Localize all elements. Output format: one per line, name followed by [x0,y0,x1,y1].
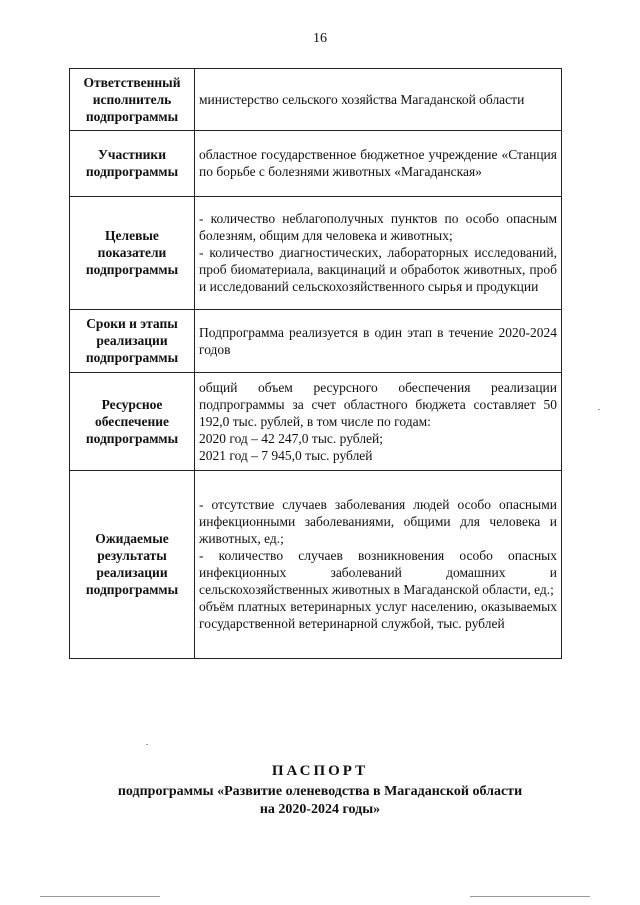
passport-subtitle [0,783,640,819]
table-row [70,373,562,471]
row-label-participants: Участники подпрограммы [70,131,195,197]
value-line: - количество диагностических, лабораторных исследований, проб биоматериала, вакцинаций и обработок животных, проб и исследований сельскохозяйственного сырья и продукции [199,245,557,294]
subprogram-passport-table [69,68,562,659]
scan-speck [146,744,148,745]
row-label-target-indicators: Целевые показатели подпрограммы [70,197,195,310]
scan-speck [470,896,590,897]
table-row [70,69,562,131]
row-value-terms-and-stages [195,310,562,373]
value-line: 2020 год – 42 247,0 тыс. рублей; [199,430,384,446]
row-label-responsible-executor: Ответственный исполнитель подпрограммы [70,69,195,131]
passport-subtitle-line: на 2020-2024 годы» [259,802,381,817]
passport-subtitle-line: подпрограммы «Развитие оленеводства в Магаданской области [117,784,523,799]
value-line: - количество неблагополучных пунктов по особо опасным болезням, общим для человека и животных; [199,211,557,243]
value-line: - отсутствие случаев заболевания людей особо опасными инфекционными заболеваниями, общими для человека и животных, ед.; [199,497,557,546]
value-line: объём платных ветеринарных услуг населению, оказываемых государственной ветеринарной службой, тыс. рублей [199,599,557,631]
value-line: министерство сельского хозяйства Магаданской области [199,91,525,107]
value-line: 2021 год – 7 945,0 тыс. рублей [199,447,373,463]
passport-heading: ПАСПОРТ [271,763,369,779]
table-row [70,131,562,197]
table-row [70,310,562,373]
value-line: - количество случаев возникновения особо опасных инфекционных заболеваний домашних и сельскохозяйственных животных в Магаданской области, ед.; [199,548,557,597]
value-line: областное государственное бюджетное учреждение «Станция по борьбе с болезнями животных «Магаданская» [199,147,557,179]
row-value-participants [195,131,562,197]
row-label-expected-results: Ожидаемые результаты реализации подпрограммы [70,471,195,659]
row-value-target-indicators [195,197,562,310]
table-row [70,471,562,659]
page-number: 16 [313,31,327,46]
row-value-resource-provision [195,373,562,471]
scan-speck [40,896,160,897]
row-label-terms-and-stages: Сроки и этапы реализации подпрограммы [70,310,195,373]
row-value-expected-results [195,471,562,659]
scan-speck [598,409,600,410]
table-row [70,197,562,310]
row-value-responsible-executor [195,69,562,131]
value-line: общий объем ресурсного обеспечения реализации подпрограммы за счет областного бюджета составляет 50 192,0 тыс. рублей, в том числе по годам: [199,379,557,429]
value-line: Подпрограмма реализуется в один этап в течение 2020-2024 годов [199,324,557,357]
row-label-resource-provision: Ресурсное обеспечение подпрограммы [70,373,195,471]
